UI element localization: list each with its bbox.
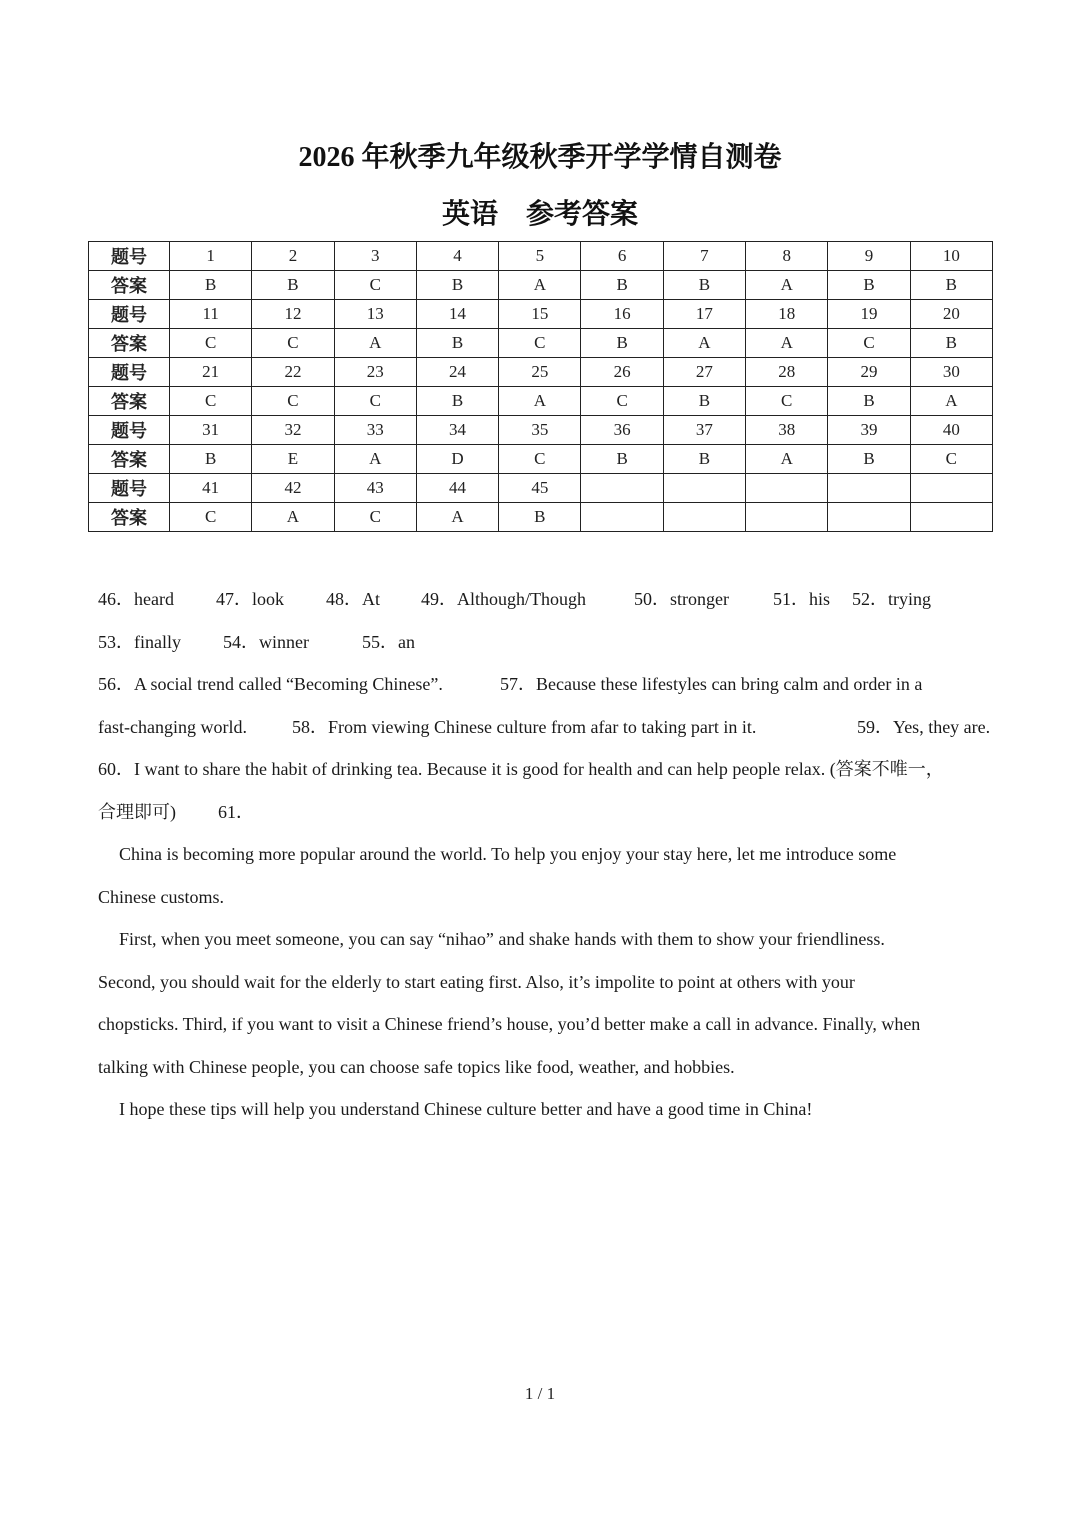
page-number: 1 / 1	[524, 1384, 556, 1403]
answer-cell: B	[581, 329, 663, 358]
answer-cell: B	[663, 445, 745, 474]
essay-paragraph-2-line-3: chopsticks. Third, if you want to visit a Chinese friend’s house, you’d better make a call in advance. Finally, when	[98, 1014, 921, 1034]
answer-cell: A	[499, 387, 581, 416]
question-number-cell: 35	[499, 416, 581, 445]
answer-cell: C	[910, 445, 992, 474]
answer-cell: C	[252, 329, 334, 358]
answer-53: 53．finally	[98, 631, 181, 652]
question-number-cell: 45	[499, 474, 581, 503]
question-number-row	[89, 300, 993, 329]
answer-cell: C	[499, 329, 581, 358]
question-number-cell: 33	[334, 416, 416, 445]
question-number-cell: 14	[416, 300, 498, 329]
question-number-cell: 10	[910, 242, 992, 271]
essay-paragraph-1-line-1: China is becoming more popular around the world. To help you enjoy your stay here, let me introduce some	[119, 844, 897, 864]
answer-cell	[828, 503, 910, 532]
answer-cell: B	[910, 271, 992, 300]
answer-57-cont: fast-changing world.	[98, 716, 247, 737]
answer-46: 46．heard	[98, 589, 174, 609]
question-number-cell: 5	[499, 242, 581, 271]
answer-cell: A	[416, 503, 498, 532]
question-number-cell: 16	[581, 300, 663, 329]
answer-row-header: 答案	[89, 387, 170, 416]
answer-cell: C	[746, 387, 828, 416]
answer-row	[89, 445, 993, 474]
answer-cell	[746, 503, 828, 532]
question-number-cell: 42	[252, 474, 334, 503]
answer-cell: B	[416, 329, 498, 358]
answer-cell: B	[170, 445, 252, 474]
question-number-row	[89, 242, 993, 271]
answer-cell: A	[910, 387, 992, 416]
question-number-cell: 41	[170, 474, 252, 503]
question-number-cell: 30	[910, 358, 992, 387]
number-row-header: 题号	[89, 300, 170, 329]
answer-cell: B	[828, 387, 910, 416]
answer-60: 60．I want to share the habit of drinking tea. Because it is good for health and can help people relax. (答案不唯一，	[98, 759, 944, 779]
question-number-cell: 26	[581, 358, 663, 387]
answer-52: 52．trying	[852, 589, 931, 609]
answer-row-header: 答案	[89, 445, 170, 474]
question-number-cell: 13	[334, 300, 416, 329]
answer-cell: A	[746, 329, 828, 358]
question-number-cell: 8	[746, 242, 828, 271]
answer-cell: C	[334, 271, 416, 300]
number-row-header: 题号	[89, 474, 170, 503]
question-number-cell	[828, 474, 910, 503]
answer-cell: B	[663, 387, 745, 416]
essay-paragraph-2-line-1: First, when you meet someone, you can say “nihao” and shake hands with them to show your friendliness.	[119, 929, 885, 949]
answer-50: 50．stronger	[634, 589, 729, 609]
answer-47: 47．look	[216, 589, 285, 609]
question-number-cell: 22	[252, 358, 334, 387]
answer-cell	[910, 503, 992, 532]
question-number-cell: 21	[170, 358, 252, 387]
question-number-cell: 20	[910, 300, 992, 329]
answer-cell: B	[581, 271, 663, 300]
answer-cell: B	[910, 329, 992, 358]
question-number-cell: 38	[746, 416, 828, 445]
answer-cell: B	[252, 271, 334, 300]
answer-cell: A	[663, 329, 745, 358]
question-number-cell: 34	[416, 416, 498, 445]
question-number-cell: 44	[416, 474, 498, 503]
answer-cell: B	[828, 445, 910, 474]
essay-paragraph-2-line-2: Second, you should wait for the elderly to start eating first. Also, it’s impolite to point at others with your	[98, 971, 855, 992]
question-number-cell: 1	[170, 242, 252, 271]
question-number-cell: 4	[416, 242, 498, 271]
number-row-header: 题号	[89, 358, 170, 387]
answer-59: 59．Yes, they are.	[857, 716, 991, 737]
question-number-cell: 39	[828, 416, 910, 445]
question-number-cell: 37	[663, 416, 745, 445]
answer-cell: B	[663, 271, 745, 300]
answers-56-57	[98, 663, 983, 706]
answer-55: 55．an	[362, 631, 415, 652]
number-row-header: 题号	[89, 242, 170, 271]
answer-48: 48．At	[326, 589, 380, 609]
question-number-cell: 18	[746, 300, 828, 329]
question-number-cell	[746, 474, 828, 503]
answer-cell: B	[499, 503, 581, 532]
question-number-cell: 17	[663, 300, 745, 329]
page-title: 2026 年秋季九年级秋季开学学情自测卷	[298, 142, 782, 173]
question-number-cell: 3	[334, 242, 416, 271]
essay-paragraph-1-line-2: Chinese customs.	[98, 886, 224, 907]
answer-row-header: 答案	[89, 503, 170, 532]
answer-row	[89, 271, 993, 300]
answer-cell: A	[746, 271, 828, 300]
answer-cell: C	[252, 387, 334, 416]
answer-cell: B	[416, 387, 498, 416]
answer-row-header: 答案	[89, 329, 170, 358]
question-number-cell: 25	[499, 358, 581, 387]
answer-cell: A	[746, 445, 828, 474]
answer-key-label: 参考答案	[526, 199, 639, 230]
answer-54: 54．winner	[223, 631, 309, 652]
question-number-row	[89, 416, 993, 445]
answer-row	[89, 387, 993, 416]
answer-cell: B	[581, 445, 663, 474]
question-number-cell: 29	[828, 358, 910, 387]
question-number-cell: 11	[170, 300, 252, 329]
answer-60-61	[98, 791, 983, 834]
answer-cell	[581, 503, 663, 532]
question-number-cell: 6	[581, 242, 663, 271]
question-number-cell: 36	[581, 416, 663, 445]
answer-49: 49．Although/Though	[421, 589, 586, 609]
question-number-cell: 31	[170, 416, 252, 445]
question-number-cell	[910, 474, 992, 503]
answers-body	[98, 578, 991, 1131]
answer-cell: B	[828, 271, 910, 300]
question-number-cell: 23	[334, 358, 416, 387]
question-number-cell: 2	[252, 242, 334, 271]
fill-answers-line-2	[98, 621, 983, 664]
question-number-cell: 28	[746, 358, 828, 387]
answer-51: 51．his	[773, 589, 831, 609]
question-number-cell: 7	[663, 242, 745, 271]
answer-cell: C	[334, 503, 416, 532]
fill-answers-line-1	[98, 578, 983, 621]
answer-cell: C	[170, 329, 252, 358]
answer-cell: B	[416, 271, 498, 300]
answer-cell: C	[499, 445, 581, 474]
answer-row	[89, 503, 993, 532]
question-number-row	[89, 474, 993, 503]
answer-cell: C	[828, 329, 910, 358]
answer-row-header: 答案	[89, 271, 170, 300]
question-number-cell: 43	[334, 474, 416, 503]
answers-57-59	[98, 706, 991, 749]
answer-table	[88, 241, 993, 532]
question-number-row	[89, 358, 993, 387]
answer-cell: C	[581, 387, 663, 416]
number-row-header: 题号	[89, 416, 170, 445]
question-number-cell: 15	[499, 300, 581, 329]
subject-label: 英语	[441, 199, 498, 230]
answer-cell: C	[334, 387, 416, 416]
answer-cell: A	[499, 271, 581, 300]
answer-cell	[663, 503, 745, 532]
question-number-cell: 19	[828, 300, 910, 329]
answer-cell: E	[252, 445, 334, 474]
question-number-cell	[581, 474, 663, 503]
answer-cell: C	[170, 503, 252, 532]
answer-56: 56．A social trend called “Becoming Chinese”.	[98, 674, 443, 694]
answer-cell: D	[416, 445, 498, 474]
question-number-cell	[663, 474, 745, 503]
essay-paragraph-3-line-1: I hope these tips will help you understand Chinese culture better and have a good time in China!	[119, 1099, 813, 1119]
answer-57: 57．Because these lifestyles can bring calm and order in a	[500, 674, 923, 694]
question-number-cell: 27	[663, 358, 745, 387]
answer-cell: B	[170, 271, 252, 300]
answer-60-cont: 合理即可)	[98, 801, 176, 822]
question-number-cell: 32	[252, 416, 334, 445]
question-number-cell: 24	[416, 358, 498, 387]
essay-paragraph-2-line-4: talking with Chinese people, you can choose safe topics like food, weather, and hobbies.	[98, 1056, 735, 1077]
question-number-cell: 12	[252, 300, 334, 329]
answer-58: 58．From viewing Chinese culture from afar to taking part in it.	[292, 716, 757, 737]
answer-row	[89, 329, 993, 358]
answer-cell: A	[252, 503, 334, 532]
answer-61-label: 61．	[218, 801, 254, 822]
page-subtitle	[0, 197, 1080, 233]
answer-cell: C	[170, 387, 252, 416]
answer-cell: A	[334, 329, 416, 358]
question-number-cell: 40	[910, 416, 992, 445]
question-number-cell: 9	[828, 242, 910, 271]
answer-cell: A	[334, 445, 416, 474]
